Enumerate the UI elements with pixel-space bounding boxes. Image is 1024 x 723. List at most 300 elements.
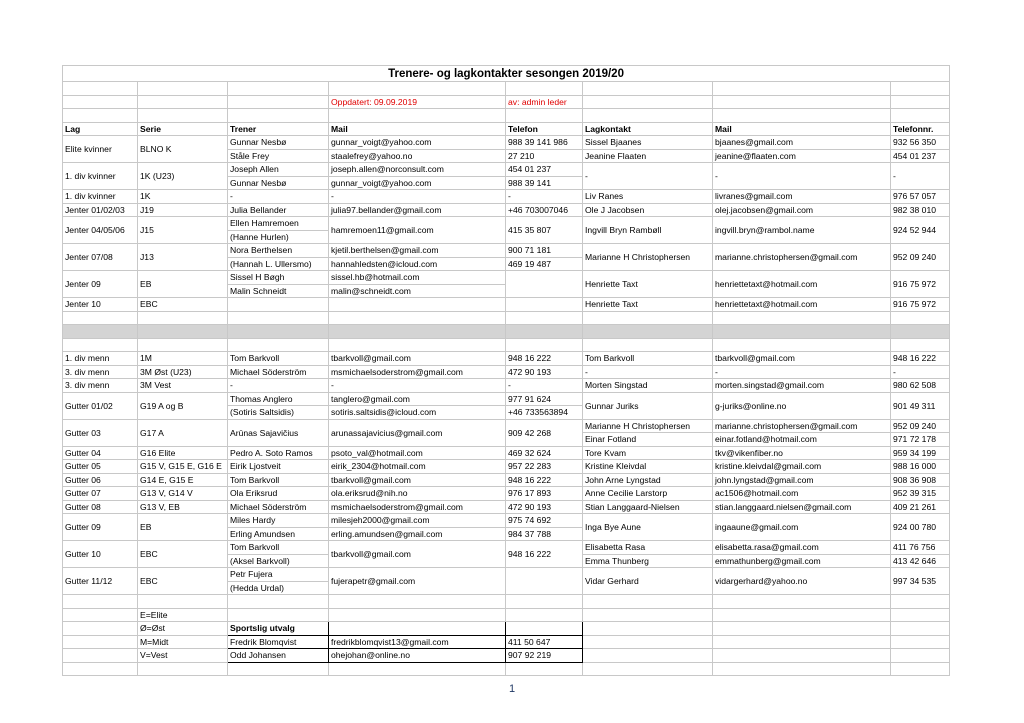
mail-cell: gunnar_voigt@yahoo.com [329,136,506,150]
team-cell: Gutter 05 [63,460,138,474]
table-row [63,298,950,312]
mail-cell [329,298,506,312]
empty-cell [713,662,891,676]
series-cell: 1K [138,190,228,204]
empty-cell [329,311,506,325]
separator-cell [583,325,713,339]
series-cell: 1K (U23) [138,163,228,190]
kontakt-cell: Gunnar Juriks [583,392,713,419]
telefon-cell: 472 90 193 [506,365,583,379]
empty-cell [583,109,713,123]
table-row [63,136,950,150]
empty-cell [63,595,138,609]
team-cell: Gutter 01/02 [63,392,138,419]
trener-cell: Julia Bellander [228,203,329,217]
team-cell: 3. div menn [63,379,138,393]
mail-cell: kjetil.berthelsen@gmail.com [329,244,506,258]
trener-cell: Erling Amundsen [228,527,329,541]
table-row [63,392,950,406]
empty-cell [583,338,713,352]
series-cell: J15 [138,217,228,244]
team-cell: Gutter 10 [63,541,138,568]
telefon-cell: 948 16 222 [506,352,583,366]
team-cell: Jenter 01/02/03 [63,203,138,217]
legend-row [63,622,950,636]
empty-cell [891,82,950,96]
ktlf-cell: 952 39 315 [891,487,950,501]
series-cell: 1M [138,352,228,366]
table-row [63,244,950,258]
updated-date: Oppdatert: 09.09.2019 [329,95,506,109]
team-cell: 3. div menn [63,365,138,379]
kontakt-cell: Henriette Taxt [583,271,713,298]
kmail-cell: - [713,365,891,379]
kontakt-cell: Sissel Bjaanes [583,136,713,150]
trener-cell: Gunnar Nesbø [228,176,329,190]
empty-cell [713,82,891,96]
kmail-cell: ingvill.bryn@rambol.name [713,217,891,244]
kontakt-cell: Ole J Jacobsen [583,203,713,217]
empty-cell [329,622,506,636]
kontakt-cell: Elisabetta Rasa [583,541,713,555]
empty-cell [329,608,506,622]
ktlf-cell: 976 57 057 [891,190,950,204]
empty-cell [228,662,329,676]
telefon-cell [506,271,583,298]
mail-cell: tbarkvoll@gmail.com [329,541,506,568]
kontakt-cell: - [583,163,713,190]
kontakt-cell: John Arne Lyngstad [583,473,713,487]
ktlf-cell: - [891,163,950,190]
mail-cell: hannahledsten@icloud.com [329,257,506,271]
table-row [63,460,950,474]
empty-cell [713,311,891,325]
telefon-cell: 988 39 141 [506,176,583,190]
kontakt-cell: Morten Singstad [583,379,713,393]
team-cell: Gutter 11/12 [63,568,138,595]
trener-cell: Gunnar Nesbø [228,136,329,150]
empty-cell [713,608,891,622]
empty-cell [713,635,891,649]
ktlf-cell: 409 21 261 [891,500,950,514]
kontakt-cell: Inga Bye Aune [583,514,713,541]
series-cell: EB [138,514,228,541]
telefon-cell: 27 210 [506,149,583,163]
column-header: Mail [713,122,891,136]
kmail-cell: henriettetaxt@hotmail.com [713,271,891,298]
sportslig-name: Fredrik Blomqvist [228,635,329,649]
trener-cell: Ellen Hamremoen [228,217,329,231]
mail-cell: - [329,190,506,204]
kmail-cell: ingaaune@gmail.com [713,514,891,541]
separator-cell [329,325,506,339]
mail-cell: erling.amundsen@gmail.com [329,527,506,541]
telefon-cell: 469 32 624 [506,446,583,460]
ktlf-cell: 932 56 350 [891,136,950,150]
trener-cell: Thomas Anglero [228,392,329,406]
kmail-cell: jeanine@flaaten.com [713,149,891,163]
team-cell: Gutter 03 [63,419,138,446]
kmail-cell: g-juriks@online.no [713,392,891,419]
empty-cell [891,608,950,622]
series-cell: J13 [138,244,228,271]
empty-cell [63,608,138,622]
empty-cell [713,622,891,636]
empty-cell [583,608,713,622]
trener-cell: Arūnas Sajavičius [228,419,329,446]
team-cell: 1. div menn [63,352,138,366]
trener-cell: - [228,190,329,204]
mail-cell: psoto_val@hotmail.com [329,446,506,460]
series-cell: BLNO K [138,136,228,163]
kontakt-cell: Anne Cecilie Larstorp [583,487,713,501]
team-cell: Jenter 10 [63,298,138,312]
team-cell: Gutter 07 [63,487,138,501]
contacts-sheet [62,65,950,676]
column-header: Lagkontakt [583,122,713,136]
updated-by: av: admin leder [506,95,583,109]
table-row [63,473,950,487]
table-row [63,271,950,285]
empty-cell [228,595,329,609]
empty-cell [63,649,138,663]
empty-cell [138,82,228,96]
mail-cell: milesjeh2000@gmail.com [329,514,506,528]
telefon-cell: 988 39 141 986 [506,136,583,150]
kmail-cell: tbarkvoll@gmail.com [713,352,891,366]
series-cell: EBC [138,568,228,595]
ktlf-cell: 982 38 010 [891,203,950,217]
telefon-cell: 975 74 692 [506,514,583,528]
blank-row [63,662,950,676]
table-row [63,446,950,460]
kmail-cell: morten.singstad@gmail.com [713,379,891,393]
team-cell: Jenter 04/05/06 [63,217,138,244]
sportslig-phone: 907 92 219 [506,649,583,663]
title-row [63,66,950,82]
empty-cell [138,109,228,123]
empty-cell [228,82,329,96]
kontakt-cell: Vidar Gerhard [583,568,713,595]
empty-cell [329,595,506,609]
empty-cell [506,338,583,352]
kmail-cell: emmathunberg@gmail.com [713,554,891,568]
empty-cell [506,595,583,609]
kontakt-cell: Tom Barkvoll [583,352,713,366]
mail-cell: arunassajavicius@gmail.com [329,419,506,446]
kmail-cell: vidargerhard@yahoo.no [713,568,891,595]
mail-cell: malin@schneidt.com [329,284,506,298]
empty-cell [891,95,950,109]
empty-cell [891,109,950,123]
mail-cell: eirik_2304@hotmail.com [329,460,506,474]
mail-cell: staalefrey@yahoo.no [329,149,506,163]
ktlf-cell: 971 72 178 [891,433,950,447]
trener-cell: Michael Söderström [228,500,329,514]
empty-cell [891,635,950,649]
kmail-cell: bjaanes@gmail.com [713,136,891,150]
team-cell: 1. div kvinner [63,163,138,190]
empty-cell [329,109,506,123]
table-row [63,568,950,582]
sportslig-mail: ohejohan@online.no [329,649,506,663]
kmail-cell: marianne.christophersen@gmail.com [713,419,891,433]
telefon-cell: 469 19 487 [506,257,583,271]
kontakt-cell: Einar Fotland [583,433,713,447]
empty-cell [138,595,228,609]
separator-row [63,325,950,339]
telefon-cell: - [506,190,583,204]
mail-cell: msmichaelsoderstrom@gmail.com [329,365,506,379]
series-cell: 3M Vest [138,379,228,393]
telefon-cell: 472 90 193 [506,500,583,514]
telefon-cell: +46 733563894 [506,406,583,420]
table-row [63,487,950,501]
team-cell: Jenter 09 [63,271,138,298]
ktlf-cell: 908 36 908 [891,473,950,487]
blank-row [63,109,950,123]
empty-cell [583,662,713,676]
telefon-cell: 948 16 222 [506,541,583,568]
trener-cell: (Sotiris Saltsidis) [228,406,329,420]
legend-row [63,635,950,649]
legend-item: V=Vest [138,649,228,663]
column-header: Telefon [506,122,583,136]
empty-cell [583,649,713,663]
trener-cell: Ola Eriksrud [228,487,329,501]
ktlf-cell: 980 62 508 [891,379,950,393]
table-row [63,514,950,528]
empty-cell [63,95,138,109]
separator-cell [891,325,950,339]
series-cell: G15 V, G15 E, G16 E [138,460,228,474]
legend-item: Ø=Øst [138,622,228,636]
column-header: Serie [138,122,228,136]
ktlf-cell: 916 75 972 [891,271,950,298]
separator-cell [228,325,329,339]
empty-cell [138,95,228,109]
empty-cell [891,649,950,663]
team-cell: Gutter 04 [63,446,138,460]
empty-cell [138,338,228,352]
table-row [63,365,950,379]
separator-cell [138,325,228,339]
empty-cell [506,109,583,123]
empty-cell [891,662,950,676]
team-cell: 1. div kvinner [63,190,138,204]
mail-cell: tbarkvoll@gmail.com [329,352,506,366]
ktlf-cell: 924 52 944 [891,217,950,244]
trener-cell: (Hanne Hurlen) [228,230,329,244]
empty-cell [891,622,950,636]
sportslig-name: Odd Johansen [228,649,329,663]
trener-cell: Tom Barkvoll [228,541,329,555]
trener-cell: (Aksel Barkvoll) [228,554,329,568]
telefon-cell: 948 16 222 [506,473,583,487]
telefon-cell: - [506,379,583,393]
column-header: Mail [329,122,506,136]
kontakt-cell: Ingvill Bryn Rambøll [583,217,713,244]
table-row [63,419,950,433]
blank-row [63,82,950,96]
column-header: Telefonnr. [891,122,950,136]
series-cell: G16 Elite [138,446,228,460]
series-cell: 3M Øst (U23) [138,365,228,379]
kontakt-cell: - [583,365,713,379]
telefon-cell: 984 37 788 [506,527,583,541]
sportslig-mail: fredrikblomqvist13@gmail.com [329,635,506,649]
empty-cell [713,109,891,123]
header-row [63,122,950,136]
empty-cell [63,338,138,352]
empty-cell [63,109,138,123]
team-cell: Gutter 08 [63,500,138,514]
trener-cell: Tom Barkvoll [228,352,329,366]
team-cell: Jenter 07/08 [63,244,138,271]
mail-cell: ola.eriksrud@nih.no [329,487,506,501]
kmail-cell: - [713,163,891,190]
team-cell: Gutter 09 [63,514,138,541]
sportslig-phone: 411 50 647 [506,635,583,649]
ktlf-cell: 454 01 237 [891,149,950,163]
kmail-cell: henriettetaxt@hotmail.com [713,298,891,312]
telefon-cell: 976 17 893 [506,487,583,501]
empty-cell [63,311,138,325]
empty-cell [228,109,329,123]
mail-cell: sissel.hb@hotmail.com [329,271,506,285]
mail-cell: tanglero@gmail.com [329,392,506,406]
table-row [63,217,950,231]
empty-cell [713,95,891,109]
telefon-cell [506,568,583,595]
empty-cell [329,338,506,352]
empty-cell [228,338,329,352]
series-cell: J19 [138,203,228,217]
telefon-cell: 415 35 807 [506,217,583,244]
legend-item: M=Midt [138,635,228,649]
kontakt-cell: Henriette Taxt [583,298,713,312]
table-row [63,500,950,514]
empty-cell [713,649,891,663]
separator-cell [506,325,583,339]
updated-row [63,95,950,109]
empty-cell [713,338,891,352]
trener-cell: Petr Fujera [228,568,329,582]
blank-row [63,338,950,352]
ktlf-cell: 948 16 222 [891,352,950,366]
empty-cell [138,662,228,676]
kmail-cell: elisabetta.rasa@gmail.com [713,541,891,555]
blank-row [63,595,950,609]
series-cell: G13 V, G14 V [138,487,228,501]
kmail-cell: kristine.kleivdal@gmail.com [713,460,891,474]
trener-cell: Sissel H Bøgh [228,271,329,285]
trener-cell: Miles Hardy [228,514,329,528]
trener-cell: Joseph Allen [228,163,329,177]
page-number: 1 [508,683,516,695]
legend-item: E=Elite [138,608,228,622]
trener-cell: Malin Schneidt [228,284,329,298]
telefon-cell: 454 01 237 [506,163,583,177]
empty-cell [506,622,583,636]
trener-cell: Pedro A. Soto Ramos [228,446,329,460]
trener-cell: Michael Söderström [228,365,329,379]
ktlf-cell: 959 34 199 [891,446,950,460]
empty-cell [506,82,583,96]
empty-cell [583,595,713,609]
ktlf-cell: 924 00 780 [891,514,950,541]
ktlf-cell: 916 75 972 [891,298,950,312]
legend-row [63,608,950,622]
mail-cell: joseph.allen@norconsult.com [329,163,506,177]
sportslig-title: Sportslig utvalg [228,622,329,636]
separator-cell [63,325,138,339]
kmail-cell: stian.langgaard.nielsen@gmail.com [713,500,891,514]
telefon-cell: 977 91 624 [506,392,583,406]
empty-cell [228,311,329,325]
ktlf-cell: 411 76 756 [891,541,950,555]
empty-cell [506,662,583,676]
empty-cell [583,311,713,325]
column-header: Trener [228,122,329,136]
empty-cell [63,622,138,636]
trener-cell: Eirik Ljostveit [228,460,329,474]
series-cell: G17 A [138,419,228,446]
legend-row [63,649,950,663]
kontakt-cell: Marianne H Christophersen [583,419,713,433]
mail-cell: tbarkvoll@gmail.com [329,473,506,487]
table-row [63,352,950,366]
ktlf-cell: 413 42 646 [891,554,950,568]
kmail-cell: einar.fotland@hotmail.com [713,433,891,447]
table-row [63,541,950,555]
empty-cell [228,95,329,109]
mail-cell: gunnar_voigt@yahoo.com [329,176,506,190]
trener-cell: - [228,379,329,393]
blank-row [63,311,950,325]
ktlf-cell: 997 34 535 [891,568,950,595]
ktlf-cell: - [891,365,950,379]
table-row [63,163,950,177]
kmail-cell: john.lyngstad@gmail.com [713,473,891,487]
empty-cell [228,608,329,622]
empty-cell [891,311,950,325]
empty-cell [63,662,138,676]
telefon-cell: 909 42 268 [506,419,583,446]
trener-cell: (Hannah L. Ullersmo) [228,257,329,271]
team-cell: Elite kvinner [63,136,138,163]
kontakt-cell: Tore Kvam [583,446,713,460]
empty-cell [583,82,713,96]
series-cell: EBC [138,541,228,568]
mail-cell: fujerapetr@gmail.com [329,568,506,595]
series-cell: EBC [138,298,228,312]
table-row [63,379,950,393]
empty-cell [63,82,138,96]
empty-cell [506,311,583,325]
ktlf-cell: 952 09 240 [891,419,950,433]
empty-cell [329,662,506,676]
empty-cell [583,635,713,649]
mail-cell: - [329,379,506,393]
kmail-cell: olej.jacobsen@gmail.com [713,203,891,217]
table-row [63,190,950,204]
empty-cell [891,338,950,352]
kmail-cell: tkv@vikenfiber.no [713,446,891,460]
ktlf-cell: 952 09 240 [891,244,950,271]
kontakt-cell: Kristine Kleivdal [583,460,713,474]
mail-cell: msmichaelsoderstrom@gmail.com [329,500,506,514]
